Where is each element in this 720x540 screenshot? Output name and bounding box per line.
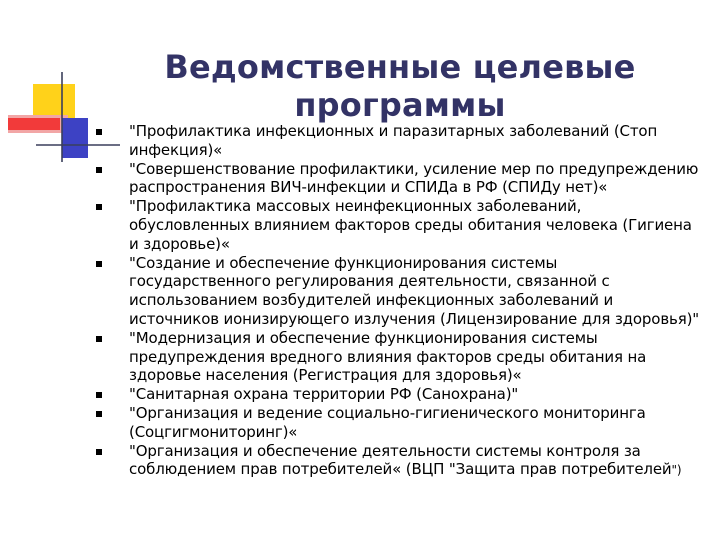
list-item-text: "Модернизация и обеспечение функционирования системы предупреждения вредного влияния факторов среды обитания на здоровье населения (Регистрация для здоровья)«	[129, 328, 647, 385]
list-item	[96, 404, 702, 442]
list-item	[96, 385, 702, 404]
square-bullet-icon	[96, 129, 102, 135]
list-item	[96, 442, 702, 481]
square-bullet-icon	[96, 336, 102, 342]
list-item-text: "Организация и ведение социально-гигиенического мониторинга (Соцгигмониторинг)«	[129, 403, 646, 441]
list-item	[96, 254, 702, 329]
list-item	[96, 160, 702, 198]
list-item-text	[129, 442, 702, 481]
list-item-text: "Санитарная охрана территории РФ (Санохрана)"	[129, 385, 519, 404]
square-bullet-icon	[96, 449, 102, 455]
deco-blue-square	[62, 118, 88, 158]
list-item-text: "Совершенствование профилактики, усиление мер по предупреждению распространения ВИЧ-инфекции и СПИДа в РФ (СПИДу нет)«	[129, 159, 699, 197]
slide-title: Ведомственные целевые программы	[164, 48, 636, 124]
list-item	[96, 122, 702, 160]
list-item-text: "Профилактика массовых неинфекционных заболеваний, обусловленных влиянием факторов среды обитания человека (Гигиена и здоровье)«	[129, 197, 692, 253]
list-item	[96, 329, 702, 385]
square-bullet-icon	[96, 204, 102, 210]
list-item	[96, 197, 702, 253]
list-item-text-tail: ")	[671, 463, 682, 478]
square-bullet-icon	[96, 261, 102, 267]
list-item-text: "Создание и обеспечение функционирования системы государственного регулирования деятельности, связанной с использованием возбудителей инфекционных заболеваний и источников ионизирующего излучения (Лицензирование для здоровья)"	[129, 253, 700, 328]
square-bullet-icon	[96, 167, 102, 173]
program-list	[96, 122, 702, 480]
deco-red-bar	[8, 118, 60, 130]
square-bullet-icon	[96, 392, 102, 398]
list-item-text-main: "Организация и обеспечение деятельности системы контроля за соблюдением прав потребителей« (ВЦП "Защита прав потребителей	[129, 441, 672, 479]
list-item-text: "Профилактика инфекционных и паразитарных заболеваний (Стоп инфекция)«	[129, 122, 658, 159]
square-bullet-icon	[96, 411, 102, 417]
